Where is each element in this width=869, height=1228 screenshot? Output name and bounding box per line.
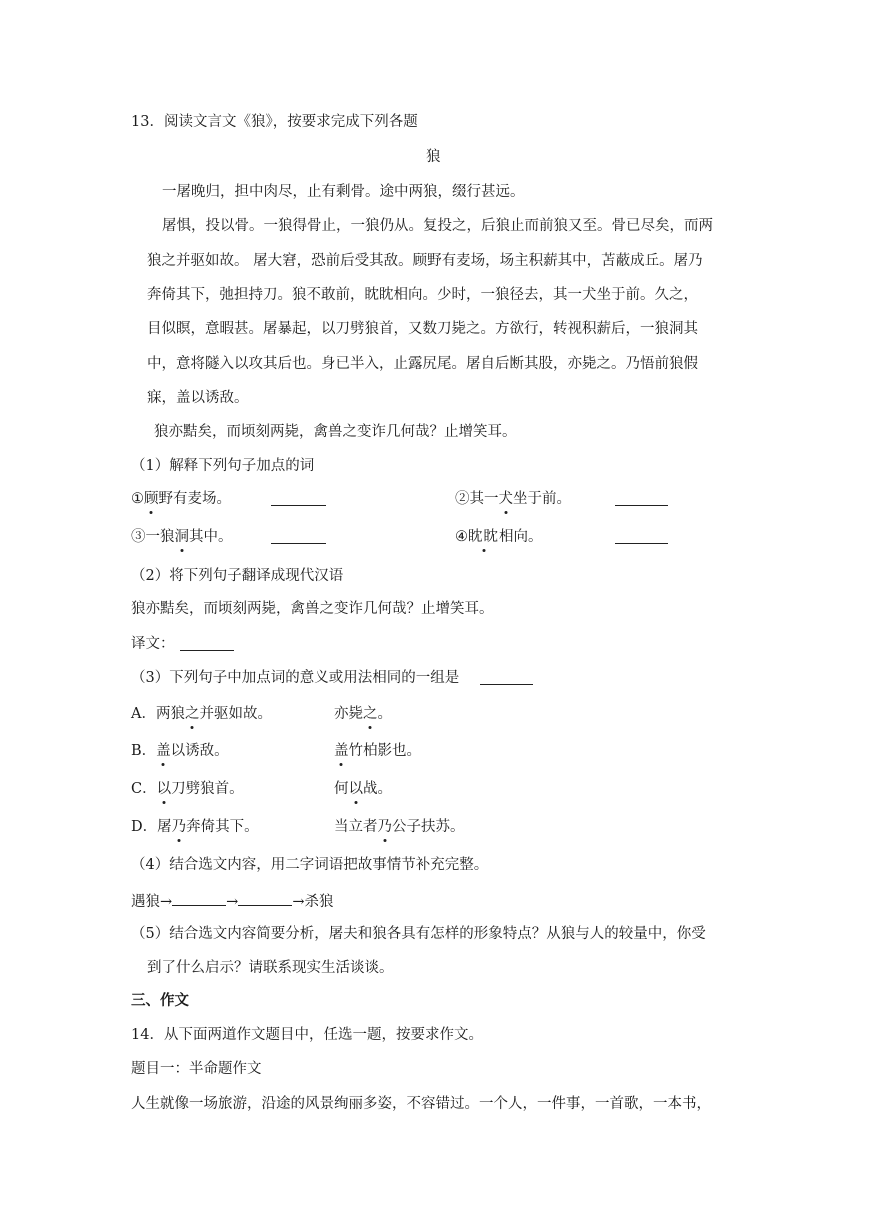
dotted-word: 盖 — [334, 743, 349, 759]
sub3-option-a-left: A．两狼之并驱如故。 — [131, 706, 272, 722]
passage-paragraph-2-line: 奔倚其下，弛担持刀。狼不敢前，眈眈相向。少时，一狼径去，其一犬坐于前。久之， — [147, 287, 698, 303]
sub2-sentence: 狼亦黠矣，而顷刻两毙，禽兽之变诈几何哉？止增笑耳。 — [131, 601, 494, 617]
sub1-answer-blank-2[interactable] — [615, 489, 668, 506]
sub3-option-d-left: D．屠乃奔倚其下。 — [131, 819, 259, 835]
sub1-item-1: ①顾野有麦场。 — [131, 491, 231, 507]
dotted-word: 乃 — [171, 819, 187, 835]
passage-paragraph-2-line: 屠惧，投以骨。一狼得骨止，一狼仍从。复投之，后狼止而前狼又至。骨已尽矣，而两 — [162, 218, 713, 234]
passage-paragraph-1: 一屠晚归，担中肉尽，止有剩骨。途中两狼，缀行甚远。 — [162, 184, 525, 200]
q14-text: 人生就像一场旅游，沿途的风景绚丽多姿，不容错过。一个人，一件事，一首歌，一本书， — [131, 1096, 711, 1112]
sub3-option-d-right: 当立者乃公子扶苏。 — [334, 819, 465, 835]
dotted-word: 之 — [184, 706, 200, 722]
dotted-word: 眈眈 — [468, 529, 499, 545]
dotted-word: 乃 — [377, 819, 392, 835]
q14-topic-1: 题目一：半命题作文 — [131, 1061, 262, 1077]
dotted-word: 犬 — [498, 491, 513, 507]
sub4-blank-1[interactable] — [172, 889, 226, 906]
sub3-answer-blank[interactable] — [480, 668, 533, 685]
sub5-prompt-line-2: 到了什么启示？请联系现实生活谈谈。 — [147, 960, 394, 976]
passage-paragraph-2-line: 目似瞑，意暇甚。屠暴起，以刀劈狼首，又数刀毙之。方欲行，转视积薪后，一狼洞其 — [147, 321, 698, 337]
sub1-item-3: ③一狼洞其中。 — [131, 529, 233, 545]
sub2-answer-label: 译文： — [131, 636, 175, 652]
sub3-option-c-right: 何以战。 — [334, 781, 392, 797]
sub1-answer-blank-3[interactable] — [271, 527, 326, 544]
sub1-answer-blank-1[interactable] — [271, 489, 326, 506]
sub3-option-a-right: 亦毙之。 — [334, 706, 392, 722]
dotted-word: 顾 — [144, 491, 159, 507]
sub4-plot-chain: 遇狼→ → →杀狼 — [131, 889, 333, 912]
passage-title: 狼 — [426, 149, 441, 165]
passage-paragraph-2-line: 中，意将隧入以攻其后也。身已半入，止露尻尾。屠自后断其股，亦毙之。乃悟前狼假 — [147, 356, 698, 372]
q13-stem: 13．阅读文言文《狼》，按要求完成下列各题 — [131, 114, 418, 130]
sub3-option-b-right: 盖竹柏影也。 — [334, 743, 421, 759]
passage-paragraph-2-line: 狼之并驱如故。 屠大窘，恐前后受其敌。顾野有麦场，场主积薪其中，苫蔽成丘。屠乃 — [147, 253, 703, 269]
sub4-prompt: （4）结合选文内容，用二字词语把故事情节补充完整。 — [131, 857, 489, 873]
q14-stem: 14．从下面两道作文题目中，任选一题，按要求作文。 — [131, 1027, 483, 1043]
sub2-prompt: （2）将下列句子翻译成现代汉语 — [131, 568, 344, 584]
sub1-answer-blank-4[interactable] — [615, 527, 668, 544]
dotted-word: 以 — [156, 781, 172, 797]
sub1-prompt: （1）解释下列句子加点的词 — [131, 458, 315, 474]
dotted-word: 之 — [363, 706, 378, 722]
dotted-word: 洞 — [174, 529, 189, 545]
dotted-word: 盖 — [156, 743, 171, 759]
sub2-answer-blank[interactable] — [180, 634, 234, 651]
sub3-option-c-left: C．以刀劈狼首。 — [131, 781, 244, 797]
sub1-item-4: ④眈眈相向。 — [455, 529, 543, 545]
sub3-option-b-left: B．盖以诱敌。 — [131, 743, 229, 759]
sub4-blank-2[interactable] — [238, 889, 292, 906]
dotted-word: 以 — [348, 781, 363, 797]
section-heading: 三、作文 — [131, 993, 189, 1009]
sub1-item-2: ②其一犬坐于前。 — [455, 491, 571, 507]
passage-paragraph-2-line: 寐，盖以诱敌。 — [147, 390, 249, 406]
passage-paragraph-3: 狼亦黠矣，而顷刻两毙，禽兽之变诈几何哉？止增笑耳。 — [154, 424, 517, 440]
sub3-prompt: （3）下列句子中加点词的意义或用法相同的一组是 — [131, 670, 460, 686]
sub5-prompt-line-1: （5）结合选文内容简要分析，屠夫和狼各具有怎样的形象特点？从狼与人的较量中，你受 — [131, 926, 706, 942]
